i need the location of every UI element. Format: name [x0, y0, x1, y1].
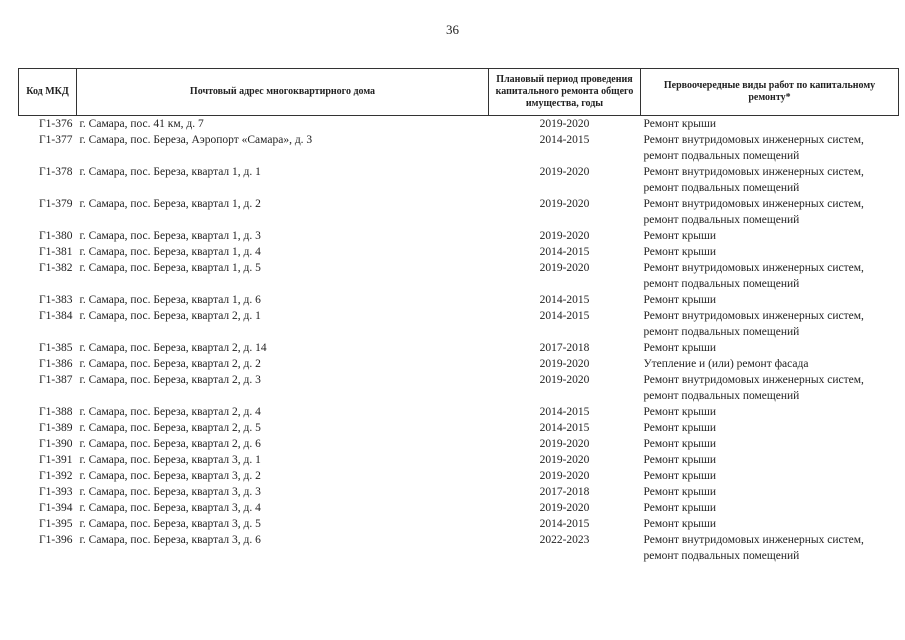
cell-code: Г1-384 — [39, 310, 73, 322]
cell-address: г. Самара, пос. Береза, квартал 2, д. 4 — [79, 406, 261, 418]
cell-period: 2019-2020 — [539, 118, 590, 130]
cell-code: Г1-387 — [39, 374, 73, 386]
cell-works: Ремонт крыши — [643, 470, 717, 482]
cell-code: Г1-391 — [39, 454, 73, 466]
cell-code: Г1-380 — [39, 230, 73, 242]
cell-code: Г1-376 — [39, 118, 73, 130]
table-row — [19, 340, 899, 356]
cell-period: 2019-2020 — [539, 470, 590, 482]
cell-period: 2019-2020 — [539, 438, 590, 450]
table-row — [19, 164, 899, 196]
cell-period: 2014-2015 — [539, 406, 590, 418]
cell-address: г. Самара, пос. Береза, квартал 3, д. 1 — [79, 454, 261, 466]
cell-period: 2019-2020 — [539, 358, 590, 370]
cell-works: Ремонт внутридомовых инженерных систем, ремонт подвальных помещений — [643, 198, 864, 226]
cell-code: Г1-395 — [39, 518, 73, 530]
cell-works: Ремонт внутридомовых инженерных систем, ремонт подвальных помещений — [643, 134, 864, 162]
table-row — [19, 452, 899, 468]
cell-works: Ремонт внутридомовых инженерных систем, ремонт подвальных помещений — [643, 310, 864, 338]
cell-address: г. Самара, пос. Береза, квартал 1, д. 2 — [79, 198, 261, 210]
table-row — [19, 484, 899, 500]
cell-code: Г1-377 — [39, 134, 73, 146]
cell-address: г. Самара, пос. Береза, квартал 2, д. 2 — [79, 358, 261, 370]
table-row — [19, 372, 899, 404]
table-row — [19, 436, 899, 452]
cell-period: 2014-2015 — [539, 294, 590, 306]
cell-address: г. Самара, пос. Береза, Аэропорт «Самара», д. 3 — [79, 134, 313, 146]
cell-address: г. Самара, пос. Береза, квартал 1, д. 1 — [79, 166, 261, 178]
cell-code: Г1-379 — [39, 198, 73, 210]
table-row — [19, 308, 899, 340]
cell-works: Ремонт крыши — [643, 518, 717, 530]
cell-code: Г1-390 — [39, 438, 73, 450]
cell-works: Ремонт внутридомовых инженерных систем, ремонт подвальных помещений — [643, 534, 864, 562]
cell-works: Ремонт крыши — [643, 502, 717, 514]
cell-address: г. Самара, пос. Береза, квартал 1, д. 5 — [79, 262, 261, 274]
cell-address: г. Самара, пос. Береза, квартал 2, д. 1 — [79, 310, 261, 322]
cell-period: 2014-2015 — [539, 246, 590, 258]
header-works: Первоочередные виды работ по капитальному ремонту* — [641, 69, 899, 116]
cell-period: 2017-2018 — [539, 342, 590, 354]
cell-works: Ремонт крыши — [643, 422, 717, 434]
cell-address: г. Самара, пос. Береза, квартал 1, д. 4 — [79, 246, 261, 258]
table-body — [19, 116, 899, 565]
table-row — [19, 292, 899, 308]
table-row — [19, 260, 899, 292]
cell-code: Г1-383 — [39, 294, 73, 306]
cell-works: Ремонт крыши — [643, 486, 717, 498]
table-row — [19, 516, 899, 532]
header-address: Почтовый адрес многоквартирного дома — [77, 69, 489, 116]
header-period: Плановый период проведения капитального ремонта общего имущества, годы — [489, 69, 641, 116]
cell-address: г. Самара, пос. Береза, квартал 1, д. 6 — [79, 294, 261, 306]
table-row — [19, 228, 899, 244]
cell-period: 2014-2015 — [539, 134, 590, 146]
cell-period: 2019-2020 — [539, 166, 590, 178]
cell-code: Г1-386 — [39, 358, 73, 370]
cell-period: 2019-2020 — [539, 502, 590, 514]
cell-address: г. Самара, пос. Береза, квартал 3, д. 2 — [79, 470, 261, 482]
cell-code: Г1-396 — [39, 534, 73, 546]
repair-schedule-table — [18, 68, 899, 564]
table-row — [19, 196, 899, 228]
cell-works: Ремонт внутридомовых инженерных систем, ремонт подвальных помещений — [643, 262, 864, 290]
cell-address: г. Самара, пос. Береза, квартал 2, д. 6 — [79, 438, 261, 450]
cell-works: Ремонт крыши — [643, 294, 717, 306]
cell-address: г. Самара, пос. Береза, квартал 2, д. 14 — [79, 342, 267, 354]
cell-address: г. Самара, пос. Береза, квартал 2, д. 5 — [79, 422, 261, 434]
cell-code: Г1-388 — [39, 406, 73, 418]
cell-code: Г1-382 — [39, 262, 73, 274]
cell-address: г. Самара, пос. Береза, квартал 3, д. 6 — [79, 534, 261, 546]
header-code: Код МКД — [19, 69, 77, 116]
cell-address: г. Самара, пос. Береза, квартал 2, д. 3 — [79, 374, 261, 386]
cell-code: Г1-378 — [39, 166, 73, 178]
table-row — [19, 132, 899, 164]
table-row — [19, 420, 899, 436]
cell-works: Утепление и (или) ремонт фасада — [643, 358, 809, 370]
cell-works: Ремонт крыши — [643, 406, 717, 418]
cell-works: Ремонт крыши — [643, 454, 717, 466]
cell-works: Ремонт крыши — [643, 438, 717, 450]
cell-period: 2022-2023 — [539, 534, 590, 546]
cell-works: Ремонт крыши — [643, 230, 717, 242]
cell-address: г. Самара, пос. Береза, квартал 3, д. 4 — [79, 502, 261, 514]
cell-period: 2017-2018 — [539, 486, 590, 498]
cell-address: г. Самара, пос. 41 км, д. 7 — [79, 118, 204, 130]
table-row — [19, 532, 899, 564]
cell-period: 2019-2020 — [539, 374, 590, 386]
cell-works: Ремонт крыши — [643, 118, 717, 130]
cell-code: Г1-393 — [39, 486, 73, 498]
table-header — [19, 69, 899, 116]
cell-period: 2019-2020 — [539, 198, 590, 210]
page-number: 36 — [446, 22, 459, 37]
cell-period: 2019-2020 — [539, 262, 590, 274]
cell-works: Ремонт крыши — [643, 246, 717, 258]
cell-period: 2014-2015 — [539, 518, 590, 530]
table-row — [19, 116, 899, 133]
cell-code: Г1-389 — [39, 422, 73, 434]
table-row — [19, 404, 899, 420]
cell-period: 2014-2015 — [539, 310, 590, 322]
cell-code: Г1-381 — [39, 246, 73, 258]
cell-period: 2019-2020 — [539, 230, 590, 242]
cell-code: Г1-394 — [39, 502, 73, 514]
cell-works: Ремонт внутридомовых инженерных систем, ремонт подвальных помещений — [643, 166, 864, 194]
table-row — [19, 356, 899, 372]
cell-address: г. Самара, пос. Береза, квартал 3, д. 5 — [79, 518, 261, 530]
table-row — [19, 244, 899, 260]
cell-address: г. Самара, пос. Береза, квартал 3, д. 3 — [79, 486, 261, 498]
cell-period: 2014-2015 — [539, 422, 590, 434]
cell-address: г. Самара, пос. Береза, квартал 1, д. 3 — [79, 230, 261, 242]
cell-code: Г1-385 — [39, 342, 73, 354]
cell-code: Г1-392 — [39, 470, 73, 482]
cell-works: Ремонт крыши — [643, 342, 717, 354]
table-row — [19, 500, 899, 516]
cell-works: Ремонт внутридомовых инженерных систем, ремонт подвальных помещений — [643, 374, 864, 402]
table-row — [19, 468, 899, 484]
cell-period: 2019-2020 — [539, 454, 590, 466]
